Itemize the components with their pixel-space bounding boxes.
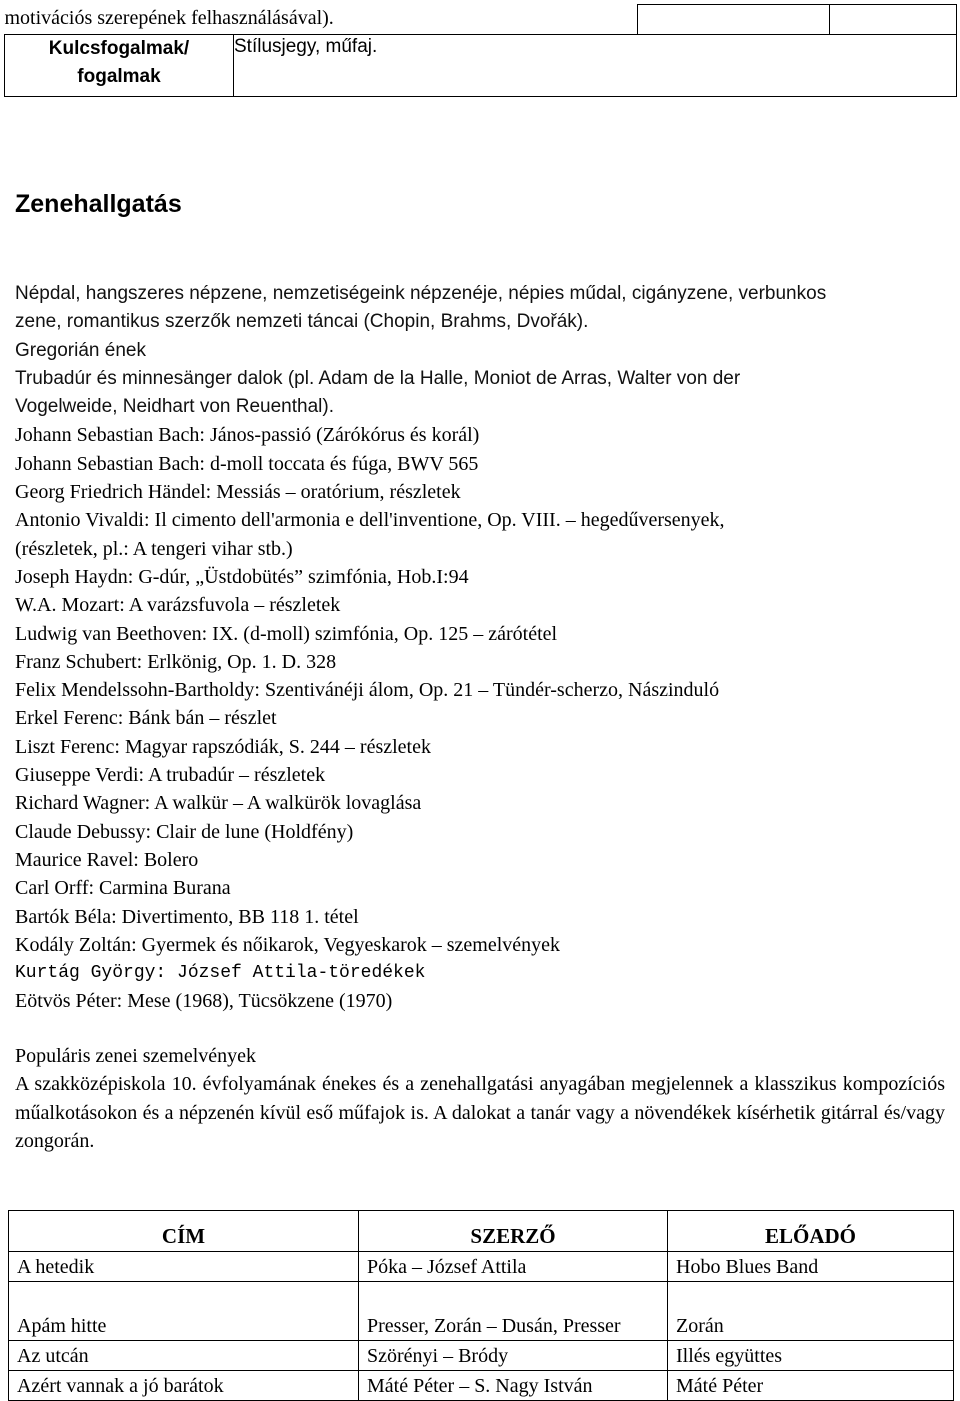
key-concepts-label-line: Kulcsfogalmak/	[48, 38, 190, 59]
column-header-author: SZERZŐ	[359, 1211, 668, 1252]
list-item: Bartók Béla: Divertimento, BB 118 1. tétel	[15, 905, 359, 928]
column-header-performer: ELŐADÓ	[668, 1211, 954, 1252]
list-item: (részletek, pl.: A tengeri vihar stb.)	[15, 537, 293, 560]
list-item: Claude Debussy: Clair de lune (Holdfény)	[15, 820, 354, 843]
intro-line: motivációs szerepének felhasználásával).	[5, 5, 638, 35]
popular-paragraph: A szakközépiskola 10. évfolyamának énekes és a zenehallgatási anyagában megjelennek a klasszikus kompozíciós műalkotásokon és a népzenén kívül eső műfajok is. A dalokat a tanár vagy a növendékek kísérhetik gitárral és/vagy zongorán.	[15, 1073, 945, 1153]
list-item: Eötvös Péter: Mese (1968), Tücsökzene (1970)	[15, 990, 393, 1013]
table-header-row	[9, 1211, 954, 1252]
list-item: Richard Wagner: A walkür – A walkürök lovaglása	[15, 792, 422, 815]
song-author: Máté Péter – S. Nagy István	[359, 1371, 668, 1401]
list-item: Gregorián ének	[15, 339, 146, 361]
empty-cell	[638, 5, 830, 35]
popular-title: Populáris zenei szemelvények	[15, 1045, 257, 1067]
list-item: Vogelweide, Neidhart von Reuenthal).	[15, 396, 334, 418]
key-concepts-label-line: fogalmak	[77, 66, 161, 87]
song-author: Presser, Zorán – Dusán, Presser	[359, 1282, 668, 1341]
list-item: Johann Sebastian Bach: János-passió (Zárókórus és korál)	[15, 424, 480, 447]
list-item: Giuseppe Verdi: A trubadúr – részletek	[15, 764, 326, 787]
column-header-title: CÍM	[9, 1211, 359, 1252]
song-author: Póka – József Attila	[359, 1252, 668, 1282]
songs-table	[8, 1210, 954, 1401]
list-item: Maurice Ravel: Bolero	[15, 848, 199, 871]
section-title: Zenehallgatás	[15, 190, 182, 218]
popular-section	[15, 1042, 945, 1156]
list-item: Erkel Ferenc: Bánk bán – részlet	[15, 707, 277, 730]
table-row	[9, 1282, 954, 1341]
song-title: Azért vannak a jó barátok	[9, 1371, 359, 1401]
list-item: Liszt Ferenc: Magyar rapszódiák, S. 244 – részletek	[15, 735, 431, 758]
table-row	[9, 1341, 954, 1371]
list-item: Joseph Haydn: G-dúr, „Üstdobütés” szimfónia, Hob.I:94	[15, 565, 469, 588]
table-row	[9, 1252, 954, 1282]
listening-list	[15, 280, 945, 1016]
key-concepts-value: Stílusjegy, műfaj.	[234, 35, 957, 97]
list-item: Ludwig van Beethoven: IX. (d-moll) szimfónia, Op. 125 – zárótétel	[15, 622, 558, 645]
list-item: zene, romantikus szerzők nemzeti táncai (Chopin, Brahms, Dvořák).	[15, 311, 589, 333]
song-performer: Illés együttes	[668, 1341, 954, 1371]
list-item: Felix Mendelssohn-Bartholdy: Szentivánéji álom, Op. 21 – Tündér-scherzo, Nászinduló	[15, 679, 720, 702]
list-item: Georg Friedrich Händel: Messiás – oratórium, részletek	[15, 481, 461, 504]
list-item: Népdal, hangszeres népzene, nemzetiségeink népzenéje, népies műdal, cigányzene, verbunkos	[15, 283, 827, 304]
empty-cell	[830, 5, 957, 35]
list-item: Carl Orff: Carmina Burana	[15, 877, 231, 900]
table-row	[9, 1371, 954, 1401]
song-title: Az utcán	[9, 1341, 359, 1371]
list-item: Kurtág György: József Attila-töredékek	[15, 963, 426, 984]
header-table	[4, 4, 957, 97]
list-item: Trubadúr és minnesänger dalok (pl. Adam de la Halle, Moniot de Arras, Walter von der	[15, 367, 741, 389]
key-concepts-label	[5, 35, 234, 97]
list-item: Kodály Zoltán: Gyermek és nőikarok, Vegyeskarok – szemelvények	[15, 933, 561, 956]
song-title: A hetedik	[9, 1252, 359, 1282]
song-author: Szörényi – Bródy	[359, 1341, 668, 1371]
list-item: Antonio Vivaldi: Il cimento dell'armonia e dell'inventione, Op. VIII. – hegedűversenyek,	[15, 509, 725, 532]
song-performer: Zorán	[668, 1282, 954, 1341]
song-title: Apám hitte	[9, 1282, 359, 1341]
song-performer: Máté Péter	[668, 1371, 954, 1401]
song-performer: Hobo Blues Band	[668, 1252, 954, 1282]
list-item: W.A. Mozart: A varázsfuvola – részletek	[15, 594, 341, 617]
list-item: Franz Schubert: Erlkönig, Op. 1. D. 328	[15, 650, 337, 673]
list-item: Johann Sebastian Bach: d-moll toccata és fúga, BWV 565	[15, 452, 479, 475]
